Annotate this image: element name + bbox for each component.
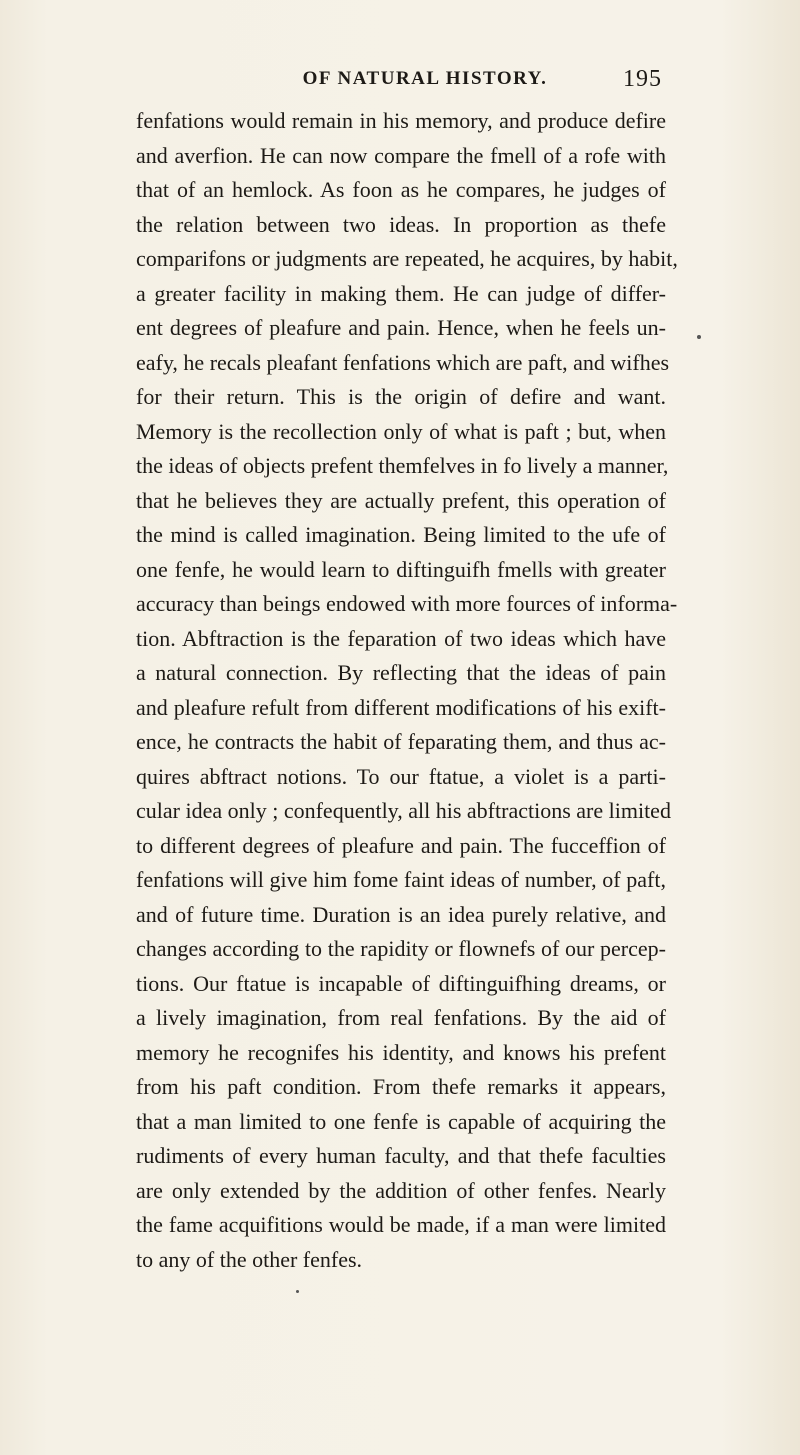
text-line: from his paft condition. From thefe remarks it appears, <box>136 1074 666 1099</box>
text-line: to different degrees of pleafure and pain. The fucceffion of <box>136 832 666 858</box>
text-line: the relation between two ideas. In proportion as thefe <box>136 211 666 237</box>
text-line: one fenfe, he would learn to diftinguifh fmells with greater <box>136 556 666 582</box>
text-line: tions. Our ftatue is incapable of diftinguifhing dreams, or <box>136 970 666 996</box>
text-line: that of an hemlock. As foon as he compares, he judges of <box>136 177 666 202</box>
page-number: 195 <box>623 66 662 92</box>
text-line: a lively imagination, from real fenfations. By the aid of <box>136 1005 666 1030</box>
text-line: changes according to the rapidity or flownefs of our percep- <box>136 936 666 961</box>
text-line: the fame acquifitions would be made, if a man were limited <box>136 1212 666 1237</box>
text-line: comparifons or judgments are repeated, he acquires, by habit, <box>136 246 678 271</box>
text-line: and averfion. He can now compare the fmell of a rofe with <box>136 142 666 168</box>
text-line: the ideas of objects prefent themfelves in fo lively a manner, <box>136 453 669 478</box>
text-line: and pleafure refult from different modifications of his exift- <box>136 694 666 720</box>
text-line: ent degrees of pleafure and pain. Hence, when he feels un- <box>136 315 666 340</box>
text-line: that a man limited to one fenfe is capable of acquiring the <box>136 1108 666 1134</box>
text-line: fenfations would remain in his memory, and produce defire <box>136 108 666 133</box>
paper-speck <box>697 335 701 339</box>
text-line: ence, he contracts the habit of feparating them, and thus ac- <box>136 729 666 754</box>
text-line: the mind is called imagination. Being limited to the ufe of <box>136 522 666 547</box>
text-line: a natural connection. By reflecting that the ideas of pain <box>136 660 666 685</box>
text-line: Memory is the recollection only of what is paft ; but, when <box>136 418 666 444</box>
text-line: quires abftract notions. To our ftatue, a violet is a parti- <box>136 763 666 789</box>
text-line: cular idea only ; confequently, all his abftractions are limited <box>136 798 671 823</box>
text-line: fenfations will give him fome faint ideas of number, of paft, <box>136 867 666 892</box>
text-line: rudiments of every human faculty, and that thefe faculties <box>136 1143 666 1168</box>
text-line: to any of the other fenfes. <box>136 1246 363 1272</box>
text-line: and of future time. Duration is an idea purely relative, and <box>136 901 666 927</box>
paper-speck <box>296 1290 299 1293</box>
text-line: memory he recognifes his identity, and knows his prefent <box>136 1039 666 1065</box>
running-head: OF NATURAL HISTORY. <box>302 68 548 89</box>
text-line: tion. Abftraction is the feparation of two ideas which have <box>136 625 666 651</box>
body-text <box>136 104 678 1277</box>
text-line: are only extended by the addition of other fenfes. Nearly <box>136 1177 666 1203</box>
text-line: for their return. This is the origin of defire and want. <box>136 384 666 409</box>
text-line: eafy, he recals pleafant fenfations which are paft, and wifhes <box>136 349 670 375</box>
text-line: accuracy than beings endowed with more fources of informa- <box>136 591 678 616</box>
text-line: that he believes they are actually prefent, this operation of <box>136 487 666 513</box>
text-line: a greater facility in making them. He can judge of differ- <box>136 280 666 306</box>
